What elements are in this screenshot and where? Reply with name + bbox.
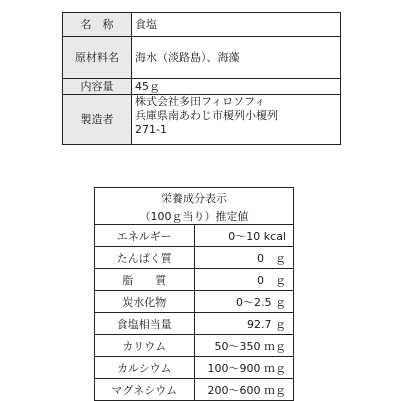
name-value: 食塩: [132, 13, 341, 37]
maker-label: 製造者: [63, 95, 132, 145]
product-name-row: [63, 13, 341, 37]
nutrition-row-potassium: [95, 335, 294, 357]
nutrition-row-magnesium: [95, 379, 294, 401]
protein-value: 0 ｇ: [194, 247, 294, 269]
salt-equivalent-value: 92.7 ｇ: [194, 313, 294, 335]
maker-address: 兵庫県南あわじ市榎列小榎列: [135, 109, 278, 122]
maker-company: 株式会社多田フィロソフィ: [135, 95, 266, 108]
materials-row: [63, 37, 341, 79]
nutrition-basis: （100ｇ当り）推定値: [95, 207, 294, 225]
protein-label: たんぱく質: [95, 247, 195, 269]
carbohydrate-value: 0～2.5 ｇ: [194, 291, 294, 313]
nutrition-row-protein: [95, 247, 294, 269]
nutrition-basis-row: [95, 207, 294, 225]
salt-equivalent-label: 食塩相当量: [95, 313, 195, 335]
energy-value: 0～10 kcal: [194, 225, 294, 247]
nutrition-title-row: [95, 188, 294, 208]
maker-row: [63, 95, 341, 145]
product-info-table: [62, 12, 341, 145]
maker-value: [132, 95, 341, 145]
fat-label: 脂 質: [95, 269, 195, 291]
materials-label: 原材料名: [63, 37, 132, 79]
energy-label: エネルギー: [95, 225, 195, 247]
calcium-label: カルシウム: [95, 357, 195, 379]
content-label: 内容量: [63, 79, 132, 95]
nutrition-row-salt: [95, 313, 294, 335]
nutrition-row-calcium: [95, 357, 294, 379]
carbohydrate-label: 炭水化物: [95, 291, 195, 313]
content-value: 45ｇ: [132, 79, 341, 95]
fat-value: 0 ｇ: [194, 269, 294, 291]
nutrition-row-carbohydrate: [95, 291, 294, 313]
calcium-value: 100～900 ｍｇ: [194, 357, 294, 379]
nutrition-row-fat: [95, 269, 294, 291]
nutrition-facts-table: [94, 187, 294, 401]
nutrition-title: 栄養成分表示: [95, 188, 294, 208]
nutrition-row-energy: [95, 225, 294, 247]
content-row: [63, 79, 341, 95]
magnesium-label: マグネシウム: [95, 379, 195, 401]
potassium-label: カリウム: [95, 335, 195, 357]
materials-value: 海水（淡路島）、海藻: [132, 37, 341, 79]
potassium-value: 50～350 ｍｇ: [194, 335, 294, 357]
magnesium-value: 200～600 ｍｇ: [194, 379, 294, 401]
maker-address-number: 271-1: [135, 123, 167, 136]
name-label: 名 称: [63, 13, 132, 37]
